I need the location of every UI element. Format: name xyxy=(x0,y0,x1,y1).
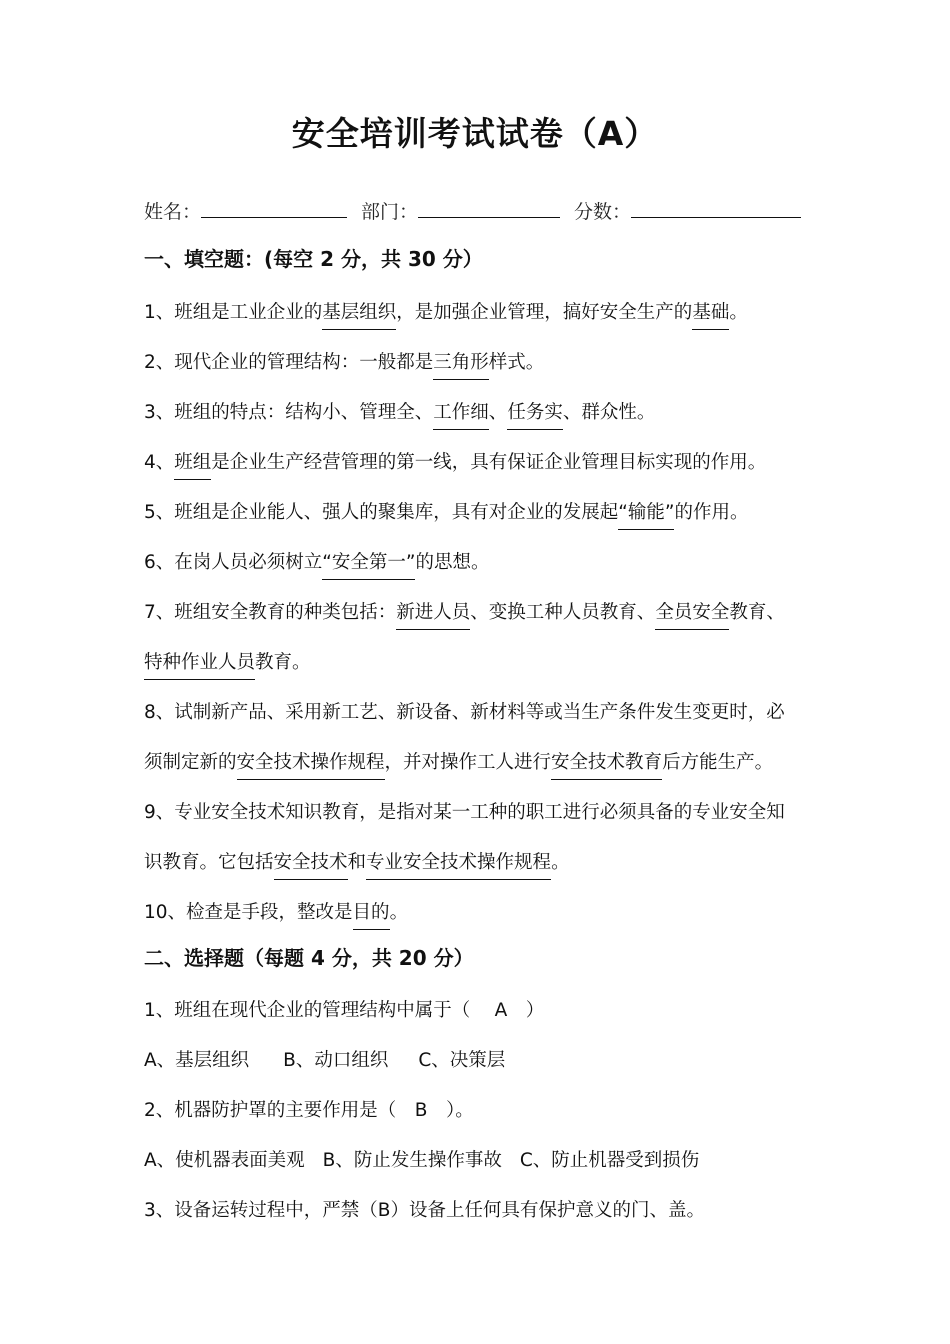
answer-underlined: 安全技术操作规程 xyxy=(237,752,385,780)
answer-underlined: 班组 xyxy=(174,452,211,480)
question-text: 1、班组是工业企业的 xyxy=(144,302,323,323)
option-c: C、决策层 xyxy=(418,1050,506,1071)
answer-underlined: 全员安全 xyxy=(655,602,729,630)
answer-underlined: 安全技术教育 xyxy=(551,752,662,780)
question-text: 。 xyxy=(729,302,748,323)
answer-underlined: “输能” xyxy=(618,502,674,530)
answer-underlined: “安全第一” xyxy=(322,552,415,580)
answer-underlined: 特种作业人员 xyxy=(144,652,255,680)
question-1-3 xyxy=(144,398,655,424)
question-text: 6、在岗人员必须树立 xyxy=(144,552,323,573)
question-text: 2、现代企业的管理结构：一般都是 xyxy=(144,352,434,373)
question-2-1-options xyxy=(144,1046,505,1072)
question-text: ，是加强企业管理，搞好安全生产的 xyxy=(396,302,693,323)
question-1-7-continued xyxy=(144,648,311,674)
answer-underlined: 基础 xyxy=(692,302,729,330)
question-text: 、 xyxy=(488,402,508,423)
question-text: 的思想。 xyxy=(415,552,490,573)
question-1-5 xyxy=(144,498,748,524)
question-text: 教育。 xyxy=(255,652,311,673)
name-label: 姓名： xyxy=(144,201,202,223)
dept-label: 部门： xyxy=(361,201,419,223)
exam-title: 安全培训考试试卷（A） xyxy=(291,114,659,153)
answer-underlined: 三角形 xyxy=(433,352,489,380)
question-2-3: 3、设备运转过程中，严禁（B）设备上任何具有保护意义的门、盖。 xyxy=(144,1200,705,1221)
question-text: 和 xyxy=(347,852,367,873)
score-blank[interactable] xyxy=(631,199,801,218)
candidate-info-row xyxy=(144,197,801,224)
question-text: 教育、 xyxy=(729,602,785,623)
question-2-2-options xyxy=(144,1146,699,1172)
question-1-8: 8、试制新产品、采用新工艺、新设备、新材料等或当生产条件发生变更时，必 xyxy=(144,702,785,723)
question-text: 是企业生产经营管理的第一线，具有保证企业管理目标实现的作用。 xyxy=(211,452,767,473)
question-1-8-continued xyxy=(144,748,773,774)
answer-underlined: 专业安全技术操作规程 xyxy=(366,852,551,880)
option-b: B、防止发生操作事故 xyxy=(322,1150,502,1171)
question-text: 、群众性。 xyxy=(562,402,656,423)
answer-underlined: 工作细 xyxy=(433,402,489,430)
option-a: A、使机器表面美观 xyxy=(144,1150,305,1171)
question-text: ，并对操作工人进行 xyxy=(384,752,552,773)
section-fill-in-heading: 一、填空题：(每空 2 分，共 30 分） xyxy=(144,247,483,271)
question-text: 后方能生产。 xyxy=(662,752,774,773)
question-1-7 xyxy=(144,598,785,624)
question-text: 识教育。它包括 xyxy=(144,852,274,873)
answer-underlined: 目的 xyxy=(353,902,390,930)
question-1-6 xyxy=(144,548,489,574)
question-text: 3、班组的特点：结构小、管理全、 xyxy=(144,402,434,423)
question-1-4 xyxy=(144,448,766,474)
question-text: 。 xyxy=(551,852,570,873)
question-text: 。 xyxy=(389,902,409,923)
answer-underlined: 新进人员 xyxy=(396,602,470,630)
answer-underlined: 任务实 xyxy=(507,402,563,430)
question-text: 须制定新的 xyxy=(144,752,237,773)
question-text: 7、班组安全教育的种类包括： xyxy=(144,602,397,623)
question-text: 、变换工种人员教育、 xyxy=(470,602,656,623)
question-text: 样式。 xyxy=(488,352,545,373)
question-1-10 xyxy=(144,898,408,924)
question-2-2: 2、机器防护罩的主要作用是（ B ）。 xyxy=(144,1100,474,1121)
question-1-9-continued xyxy=(144,848,570,874)
option-b: B、动口组织 xyxy=(283,1050,389,1071)
name-blank[interactable] xyxy=(201,199,347,218)
section-choice-heading: 二、选择题（每题 4 分，共 20 分） xyxy=(144,946,474,970)
score-label: 分数： xyxy=(574,201,632,223)
question-text: 4、 xyxy=(144,452,175,473)
question-text: 10、检查是手段，整改是 xyxy=(144,902,353,923)
option-c: C、防止机器受到损伤 xyxy=(519,1150,700,1171)
question-1-1 xyxy=(144,298,748,324)
question-1-2 xyxy=(144,348,544,374)
question-2-1: 1、班组在现代企业的管理结构中属于（ A ） xyxy=(144,1000,545,1021)
answer-underlined: 安全技术 xyxy=(274,852,348,880)
question-text: 5、班组是企业能人、强人的聚集库，具有对企业的发展起 xyxy=(144,502,619,523)
dept-blank[interactable] xyxy=(418,199,560,218)
option-a: A、基层组织 xyxy=(144,1050,250,1071)
question-1-9: 9、专业安全技术知识教育，是指对某一工种的职工进行必须具备的专业安全知 xyxy=(144,802,785,823)
answer-underlined: 基层组织 xyxy=(322,302,396,330)
question-text: 的作用。 xyxy=(674,502,749,523)
